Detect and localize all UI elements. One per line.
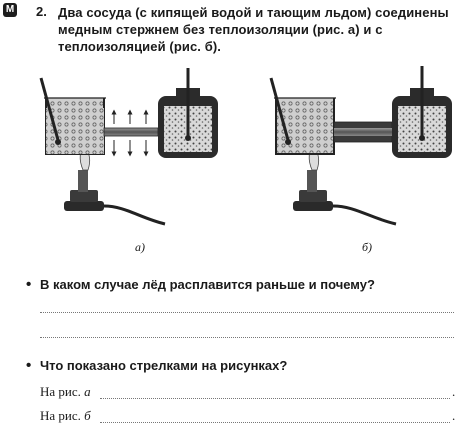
answer-line-1[interactable] xyxy=(40,312,454,313)
answer-b-line[interactable] xyxy=(100,422,450,423)
question-2: Что показано стрелками на рисунках? xyxy=(40,358,288,373)
question-1: В каком случае лёд расплавится раньше и почему? xyxy=(40,277,375,292)
experiment-figures xyxy=(0,58,462,258)
answer-a-prefix: На рис. xyxy=(40,384,85,399)
figure-a xyxy=(41,68,218,224)
answer-b-end: . xyxy=(452,408,456,423)
answer-a-label xyxy=(40,384,91,400)
bullet-2: • xyxy=(26,357,32,374)
caption-b: б) xyxy=(362,240,373,254)
caption-a: а) xyxy=(135,240,145,254)
task-text: Два сосуда (с кипящей водой и тающим льдом) соединены медным стержнем без теплоизоляции (рис. а) и с теплоизоляцией (рис. б). xyxy=(58,5,449,54)
figure-b xyxy=(271,66,452,224)
answer-line-2[interactable] xyxy=(40,337,454,338)
answer-a-line[interactable] xyxy=(100,398,450,399)
task-number: 2. xyxy=(36,4,47,19)
bullet-1: • xyxy=(26,276,32,293)
subject-badge: M xyxy=(3,3,17,17)
answer-b-label xyxy=(40,408,91,424)
answer-a-letter: а xyxy=(84,384,91,399)
answer-b-prefix: На рис. xyxy=(40,408,85,423)
answer-b-letter: б xyxy=(84,408,91,423)
answer-a-end: . xyxy=(452,384,456,399)
